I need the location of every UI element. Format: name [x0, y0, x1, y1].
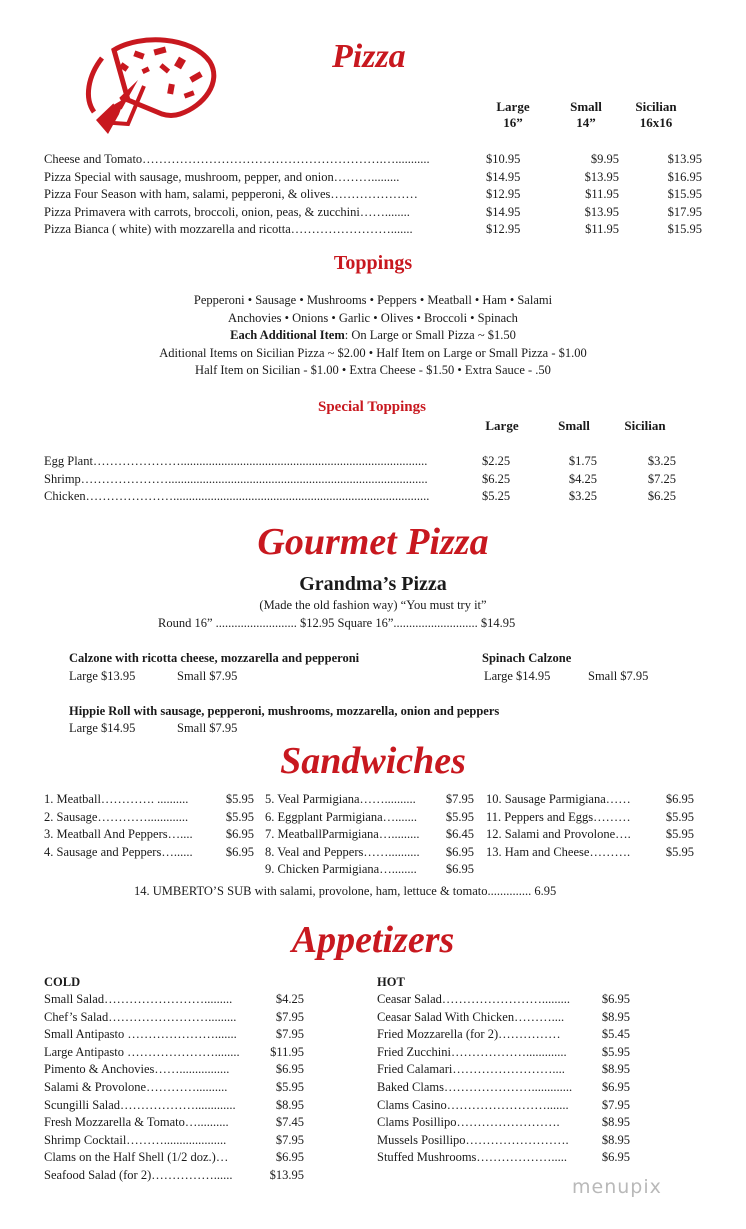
- appetizers-title: Appetizers: [291, 919, 455, 961]
- toppings-line: Anchovies • Onions • Garlic • Olives • Broccoli • Spinach: [228, 311, 518, 325]
- price: $13.95: [584, 204, 619, 219]
- price: $7.25: [647, 471, 676, 486]
- hot-header: HOT: [377, 975, 405, 989]
- price: $15.95: [667, 187, 702, 202]
- pizza-col-large: Large 16”: [496, 99, 530, 130]
- pizza-logo-icon: [80, 36, 220, 140]
- list-item: 4. Sausage and Peppers…...... $6.95: [44, 844, 254, 859]
- price: $15.95: [667, 222, 702, 237]
- pizza-title: Pizza: [332, 38, 406, 75]
- list-item: Pizza Bianca ( white) with mozzarella and ricotta…………………….......: [44, 222, 413, 237]
- list-item: Large Antipasto …………………........ $11.95: [44, 1044, 304, 1059]
- list-item: Chicken…………………..................................................................................: [44, 489, 430, 504]
- price: $16.95: [667, 169, 702, 184]
- calzone-small-price: Small $7.95: [177, 669, 238, 683]
- special-prices-sicilian: [634, 453, 676, 506]
- list-item: Baked Clams…………………............. $6.95: [377, 1079, 630, 1094]
- price: $12.95: [486, 187, 521, 202]
- pizza-col-small: Small 14”: [570, 99, 602, 130]
- toppings-line: [0, 327, 746, 345]
- grandma-pizza-prices: Round 16” .......................... $12.95 Square 16”........................... $14.95: [158, 616, 516, 630]
- list-item: Ceasar Salad With Chicken……….... $8.95: [377, 1009, 630, 1024]
- list-item: Clams Posillipo……………………. $8.95: [377, 1115, 630, 1130]
- list-item: 7. MeatballParmigiana…......... $6.45: [265, 827, 474, 842]
- hippie-roll-small-price: Small $7.95: [177, 721, 238, 735]
- list-item: Salami & Provolone………….......... $5.95: [44, 1079, 304, 1094]
- price: $10.95: [486, 152, 521, 166]
- list-item: Egg Plant…………………...............................................................................: [44, 454, 428, 468]
- list-item: Small Salad……………………......... $4.25: [44, 992, 304, 1006]
- sandwiches-col2: [265, 791, 474, 879]
- list-item: Pizza Four Season with ham, salami, pepperoni, & olives…………………: [44, 187, 418, 202]
- list-item: 11. Peppers and Eggs……… $5.95: [486, 809, 694, 824]
- list-item: Shrimp Cocktail……….................... $7.95: [44, 1132, 304, 1147]
- cold-appetizers-list: [44, 991, 304, 1185]
- calzone-large-price: Large $13.95: [69, 669, 136, 683]
- special-col-sicilian: Sicilian: [624, 418, 666, 433]
- price: $17.95: [667, 204, 702, 219]
- list-item: Seafood Salad (for 2)……………...... $13.95: [44, 1167, 304, 1182]
- toppings-line: Pepperoni • Sausage • Mushrooms • Peppers • Meatball • Ham • Salami: [193, 293, 553, 307]
- hot-appetizers-list: [377, 991, 630, 1167]
- list-item: Stuffed Mushrooms………………..... $6.95: [377, 1150, 630, 1165]
- list-item: 2. Sausage…………............. $5.95: [44, 809, 254, 824]
- pizza-col-sicilian: Sicilian 16x16: [635, 99, 677, 130]
- list-item: 1. Meatball…………. .......... $5.95: [44, 792, 254, 806]
- list-item: Mussels Posillipo……………………. $8.95: [377, 1132, 630, 1147]
- pizza-prices-small: [569, 151, 619, 239]
- hippie-roll-title: Hippie Roll with sausage, pepperoni, mushrooms, mozzarella, onion and peppers: [69, 704, 500, 718]
- list-item: 8. Veal and Peppers…….......... $6.95: [265, 844, 474, 859]
- list-item: Shrimp…………………...................................................................................: [44, 471, 428, 486]
- grandma-pizza-title: Grandma’s Pizza: [299, 573, 447, 595]
- spinach-calzone-large-price: Large $14.95: [484, 669, 551, 683]
- spinach-calzone-small-price: Small $7.95: [588, 669, 649, 683]
- toppings-additional-price: : On Large or Small Pizza ~ $1.50: [344, 328, 516, 342]
- spinach-calzone-title: Spinach Calzone: [482, 651, 572, 665]
- list-item: Scungilli Salad………………............. $8.95: [44, 1097, 304, 1112]
- umbertos-sub: 14. UMBERTO’S SUB with salami, provolone, ham, lettuce & tomato.............. 6.95: [134, 884, 557, 898]
- price: $11.95: [585, 222, 619, 237]
- price: $11.95: [585, 187, 619, 202]
- pizza-prices-large: [486, 151, 520, 239]
- special-toppings-list: [44, 453, 429, 506]
- list-item: 13. Ham and Cheese………. $5.95: [486, 844, 694, 859]
- price: $2.25: [482, 454, 511, 468]
- list-item: 5. Veal Parmigiana…….......... $7.95: [265, 792, 474, 806]
- price: $4.25: [568, 471, 597, 486]
- list-item: 12. Salami and Provolone…. $5.95: [486, 827, 694, 842]
- price: $3.25: [647, 454, 676, 468]
- price: $3.25: [568, 489, 597, 504]
- price: $9.95: [590, 152, 619, 166]
- price: $14.95: [486, 204, 521, 219]
- list-item: Ceasar Salad……………………......... $6.95: [377, 992, 630, 1006]
- list-item: Pizza Primavera with carrots, broccoli, onion, peas, & zucchini……........: [44, 204, 410, 219]
- sandwiches-col1: [44, 791, 254, 861]
- gourmet-pizza-title: Gourmet Pizza: [257, 521, 489, 563]
- menupix-watermark: menupix: [572, 1176, 662, 1198]
- calzone-title: Calzone with ricotta cheese, mozzarella and pepperoni: [69, 651, 360, 665]
- pizza-prices-sicilian: [652, 151, 702, 239]
- toppings-line: Aditional Items on Sicilian Pizza ~ $2.00 • Half Item on Large or Small Pizza - $1.00: [159, 346, 587, 360]
- list-item: 6. Eggplant Parmigiana…....... $5.95: [265, 809, 474, 824]
- price: $5.25: [482, 489, 511, 504]
- list-item: 9. Chicken Parmigiana…........ $6.95: [265, 862, 474, 877]
- list-item: Fried Calamari…………………….... $8.95: [377, 1062, 630, 1077]
- grandma-pizza-subtitle: (Made the old fashion way) “You must try it”: [259, 598, 487, 612]
- list-item: Pimento & Anchovies……................ $6.95: [44, 1062, 304, 1077]
- sandwiches-title: Sandwiches: [280, 740, 466, 782]
- list-item: Chef’s Salad……………………......... $7.95: [44, 1009, 304, 1024]
- list-item: 3. Meatball And Peppers….... $6.95: [44, 827, 254, 842]
- toppings-line: Half Item on Sicilian - $1.00 • Extra Cheese - $1.50 • Extra Sauce - .50: [195, 363, 551, 377]
- list-item: Fresh Mozzarella & Tomato….......... $7.45: [44, 1115, 304, 1130]
- special-prices-large: [482, 453, 510, 506]
- sandwiches-col3: [486, 791, 694, 861]
- toppings-title: Toppings: [333, 252, 413, 274]
- price: $1.75: [568, 454, 597, 468]
- special-prices-small: [555, 453, 597, 506]
- cold-header: COLD: [44, 975, 81, 989]
- hippie-roll-large-price: Large $14.95: [69, 721, 136, 735]
- price: $13.95: [667, 152, 702, 166]
- list-item: Fried Zucchini………………............. $5.95: [377, 1044, 630, 1059]
- list-item: 10. Sausage Parmigiana…… $6.95: [486, 792, 694, 806]
- price: $14.95: [486, 169, 521, 184]
- list-item: Pizza Special with sausage, mushroom, pepper, and onion……….........: [44, 169, 400, 184]
- price: $13.95: [584, 169, 619, 184]
- price: $6.25: [482, 471, 511, 486]
- special-col-small: Small: [558, 418, 590, 433]
- special-col-large: Large: [485, 418, 519, 433]
- list-item: Clams on the Half Shell (1/2 doz.)… $6.95: [44, 1150, 304, 1165]
- list-item: Fried Mozzarella (for 2)…………… $5.45: [377, 1027, 630, 1042]
- list-item: Cheese and Tomato………………………………………………….…...........: [44, 152, 430, 166]
- pizza-list: [44, 151, 430, 239]
- price: $12.95: [486, 222, 521, 237]
- list-item: Small Antipasto …………………....... $7.95: [44, 1027, 304, 1042]
- price: $6.25: [647, 489, 676, 504]
- special-toppings-title: Special Toppings: [318, 399, 426, 415]
- list-item: Clams Casino……………………....... $7.95: [377, 1097, 630, 1112]
- toppings-additional-label: Each Additional Item: [230, 328, 345, 342]
